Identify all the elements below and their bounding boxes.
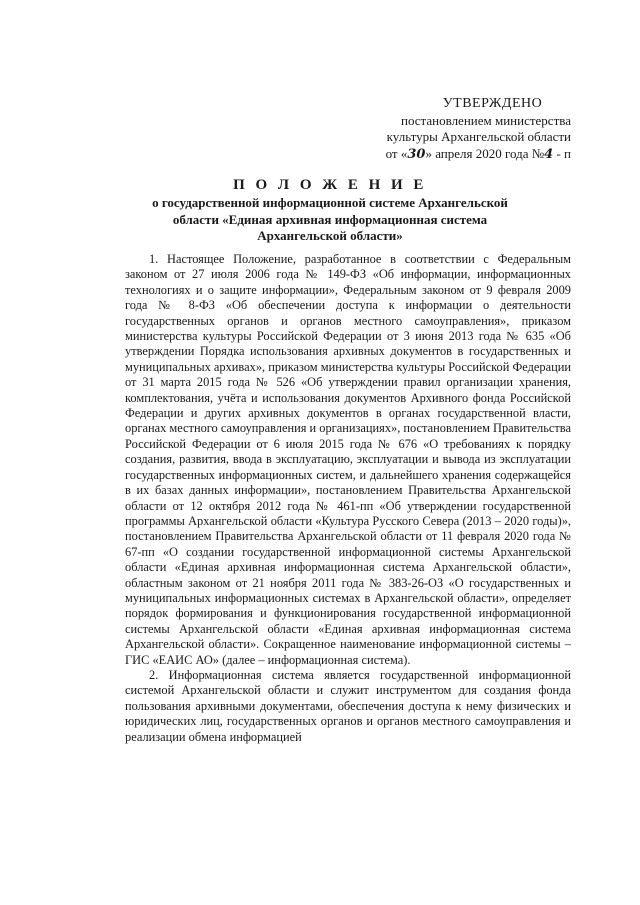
approval-date-prefix: от « <box>385 145 408 161</box>
document-heading <box>130 175 530 245</box>
document-title: П О Л О Ж Е Н И Е <box>233 177 427 193</box>
approval-number: 4 <box>544 146 554 162</box>
paragraph-1: 1. Настоящее Положение, разработанное в соответствии с Федеральным законом от 27 июля 2006 года № 149-ФЗ «Об информации, информационных технологиях и о защите информации», Федеральным законом от 9 февраля 2009 года № 8-ФЗ «Об обеспечении доступа к информации о деятельности государственных органов и органов местного самоуправления», приказом министерства культуры Российской Федерации от 3 июня 2013 года № 635 «Об утверждении Порядка использования архивных документов в государственных и муниципальных архивах», приказом министерства культуры Российской Федерации от 31 марта 2015 года № 526 «Об утверждении правил организации хранения, комплектования, учёта и использования документов Архивного фонда Российской Федерации и других архивных документов в органах государственной власти, органах местного самоуправления и организациях», постановлением Правительства Российской Федерации от 6 июля 2015 года № 676 «О требованиях к порядку создания, развития, ввода в эксплуатацию, эксплуатации и вывода из эксплуатации государственных информационных систем, и дальнейшего хранения содержащейся в их базах данных информации», постановлением Правительства Архангельской области от 12 октября 2012 года № 461-пп «Об утверждении государственной программы Архангельской области «Культура Русского Севера (2013 – 2020 годы)», постановлением Правительства Архангельской области от 11 февраля 2020 года № 67-пп «О создании государственной информационной системы Архангельской области «Единая архивная информационная система Архангельской области», областным законом от 21 ноября 2011 года № 383-26-ОЗ «О государственных и муниципальных информационных системах в Архангельской области», определяет порядок формирования и функционирования государственной информационной системы Архангельской области «Единая архивная информационная система Архангельской области». Сокращенное наименование информационной системы – ГИС «ЕАИС АО» (далее – информационная система). <box>125 252 571 667</box>
approval-date-suffix: - п <box>553 145 571 161</box>
approval-date-day: 30 <box>407 146 426 162</box>
approval-title: УТВЕРЖДЕНО <box>442 96 543 111</box>
approval-line-1: постановлением министерства <box>400 112 571 128</box>
approval-line-2: культуры Архангельской области <box>386 129 571 144</box>
document-body <box>125 252 571 745</box>
document-subtitle-line-1: о государственной информационной системе Архангельской <box>152 195 508 210</box>
approval-date <box>372 146 577 164</box>
approval-stamp <box>372 96 577 163</box>
approval-date-middle: » апреля 2020 года № <box>425 145 545 161</box>
document-subtitle-line-3: Архангельской области» <box>257 228 403 243</box>
paragraph-2: 2. Информационная система является государственной информационной системой Архангельской области и служит инструментом для создания фонда пользования архивными документами, обеспечения доступа к нему физических и юридических лиц, государственных органов и органов местного самоуправления и реализации обмена информацией <box>125 667 571 744</box>
document-subtitle-line-2: области «Единая архивная информационная система <box>172 211 488 227</box>
